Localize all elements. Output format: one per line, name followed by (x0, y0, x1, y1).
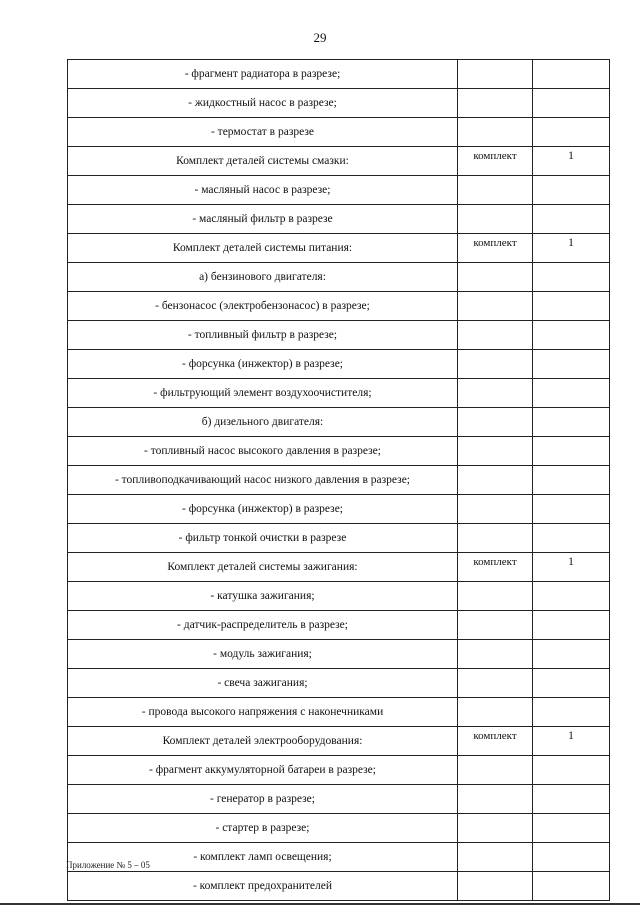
item-quantity (533, 350, 610, 379)
item-description: - фрагмент радиатора в разрезе; (68, 60, 458, 89)
item-description: - модуль зажигания; (68, 640, 458, 669)
item-unit (458, 118, 533, 147)
item-quantity (533, 292, 610, 321)
item-quantity (533, 843, 610, 872)
table-row (68, 582, 610, 611)
item-unit (458, 205, 533, 234)
item-description: Комплект деталей системы питания: (68, 234, 458, 263)
table-row (68, 437, 610, 466)
item-description: - бензонасос (электробензонасос) в разрезе; (68, 292, 458, 321)
item-quantity (533, 89, 610, 118)
item-quantity (533, 524, 610, 553)
table-row (68, 495, 610, 524)
table-row (68, 176, 610, 205)
item-description: - датчик-распределитель в разрезе; (68, 611, 458, 640)
item-unit (458, 756, 533, 785)
item-quantity: 1 (533, 234, 610, 263)
item-unit (458, 263, 533, 292)
item-description: - свеча зажигания; (68, 669, 458, 698)
item-unit (458, 437, 533, 466)
item-unit (458, 408, 533, 437)
item-quantity (533, 263, 610, 292)
item-quantity (533, 176, 610, 205)
equipment-table (67, 59, 610, 901)
item-description: Комплект деталей электрооборудования: (68, 727, 458, 756)
item-quantity: 1 (533, 147, 610, 176)
table-row (68, 205, 610, 234)
item-quantity: 1 (533, 727, 610, 756)
page-number: 29 (313, 30, 327, 45)
item-description: - фильтр тонкой очистки в разрезе (68, 524, 458, 553)
item-quantity (533, 118, 610, 147)
item-unit: комплект (458, 553, 533, 582)
item-unit: комплект (458, 147, 533, 176)
item-description: - форсунка (инжектор) в разрезе; (68, 495, 458, 524)
table-row (68, 640, 610, 669)
item-quantity (533, 611, 610, 640)
item-quantity (533, 466, 610, 495)
item-description: Комплект деталей системы смазки: (68, 147, 458, 176)
item-description: - фильтрующий элемент воздухоочистителя; (68, 379, 458, 408)
item-unit (458, 611, 533, 640)
item-description: - катушка зажигания; (68, 582, 458, 611)
table-row (68, 321, 610, 350)
table-row (68, 379, 610, 408)
table-row (68, 785, 610, 814)
item-unit (458, 321, 533, 350)
item-quantity (533, 756, 610, 785)
item-quantity (533, 321, 610, 350)
item-description: - фрагмент аккумуляторной батареи в разрезе; (68, 756, 458, 785)
table-row (68, 727, 610, 756)
item-description: а) бензинового двигателя: (68, 263, 458, 292)
item-unit (458, 698, 533, 727)
table-row (68, 872, 610, 901)
item-unit (458, 495, 533, 524)
item-quantity (533, 582, 610, 611)
table-row (68, 408, 610, 437)
item-quantity (533, 60, 610, 89)
table-row (68, 756, 610, 785)
item-unit (458, 872, 533, 901)
item-unit (458, 785, 533, 814)
item-unit (458, 582, 533, 611)
item-unit (458, 843, 533, 872)
item-quantity (533, 872, 610, 901)
table-row (68, 553, 610, 582)
table-row (68, 89, 610, 118)
table-row (68, 524, 610, 553)
item-description: - комплект предохранителей (68, 872, 458, 901)
item-quantity (533, 669, 610, 698)
table-row (68, 698, 610, 727)
item-quantity (533, 814, 610, 843)
table-row (68, 60, 610, 89)
item-description: - топливоподкачивающий насос низкого давления в разрезе; (68, 466, 458, 495)
item-description: - жидкостный насос в разрезе; (68, 89, 458, 118)
item-description: - генератор в разрезе; (68, 785, 458, 814)
table-row (68, 263, 610, 292)
item-description: - стартер в разрезе; (68, 814, 458, 843)
item-quantity (533, 408, 610, 437)
item-unit (458, 350, 533, 379)
item-unit (458, 814, 533, 843)
item-quantity (533, 495, 610, 524)
item-description: - масляный насос в разрезе; (68, 176, 458, 205)
table-row (68, 814, 610, 843)
item-unit: комплект (458, 234, 533, 263)
table-row (68, 292, 610, 321)
item-description: - форсунка (инжектор) в разрезе; (68, 350, 458, 379)
item-unit (458, 466, 533, 495)
item-unit (458, 176, 533, 205)
item-unit (458, 60, 533, 89)
item-description: - масляный фильтр в разрезе (68, 205, 458, 234)
item-quantity (533, 785, 610, 814)
item-unit (458, 524, 533, 553)
item-unit: комплект (458, 727, 533, 756)
item-quantity (533, 698, 610, 727)
item-quantity: 1 (533, 553, 610, 582)
table-row (68, 234, 610, 263)
table-row (68, 669, 610, 698)
item-description: - термостат в разрезе (68, 118, 458, 147)
item-unit (458, 669, 533, 698)
item-quantity (533, 379, 610, 408)
item-description: б) дизельного двигателя: (68, 408, 458, 437)
footer-appendix-label: Приложение № 5 – 05 (66, 860, 150, 870)
table-row (68, 147, 610, 176)
item-description: Комплект деталей системы зажигания: (68, 553, 458, 582)
item-quantity (533, 205, 610, 234)
item-unit (458, 89, 533, 118)
table-row (68, 611, 610, 640)
item-description: - комплект ламп освещения; (68, 843, 458, 872)
item-unit (458, 640, 533, 669)
item-description: - топливный насос высокого давления в разрезе; (68, 437, 458, 466)
item-description: - провода высокого напряжения с наконечниками (68, 698, 458, 727)
table-row (68, 118, 610, 147)
item-description: - топливный фильтр в разрезе; (68, 321, 458, 350)
item-unit (458, 292, 533, 321)
table-row (68, 466, 610, 495)
item-quantity (533, 640, 610, 669)
item-unit (458, 379, 533, 408)
table-row (68, 350, 610, 379)
item-quantity (533, 437, 610, 466)
